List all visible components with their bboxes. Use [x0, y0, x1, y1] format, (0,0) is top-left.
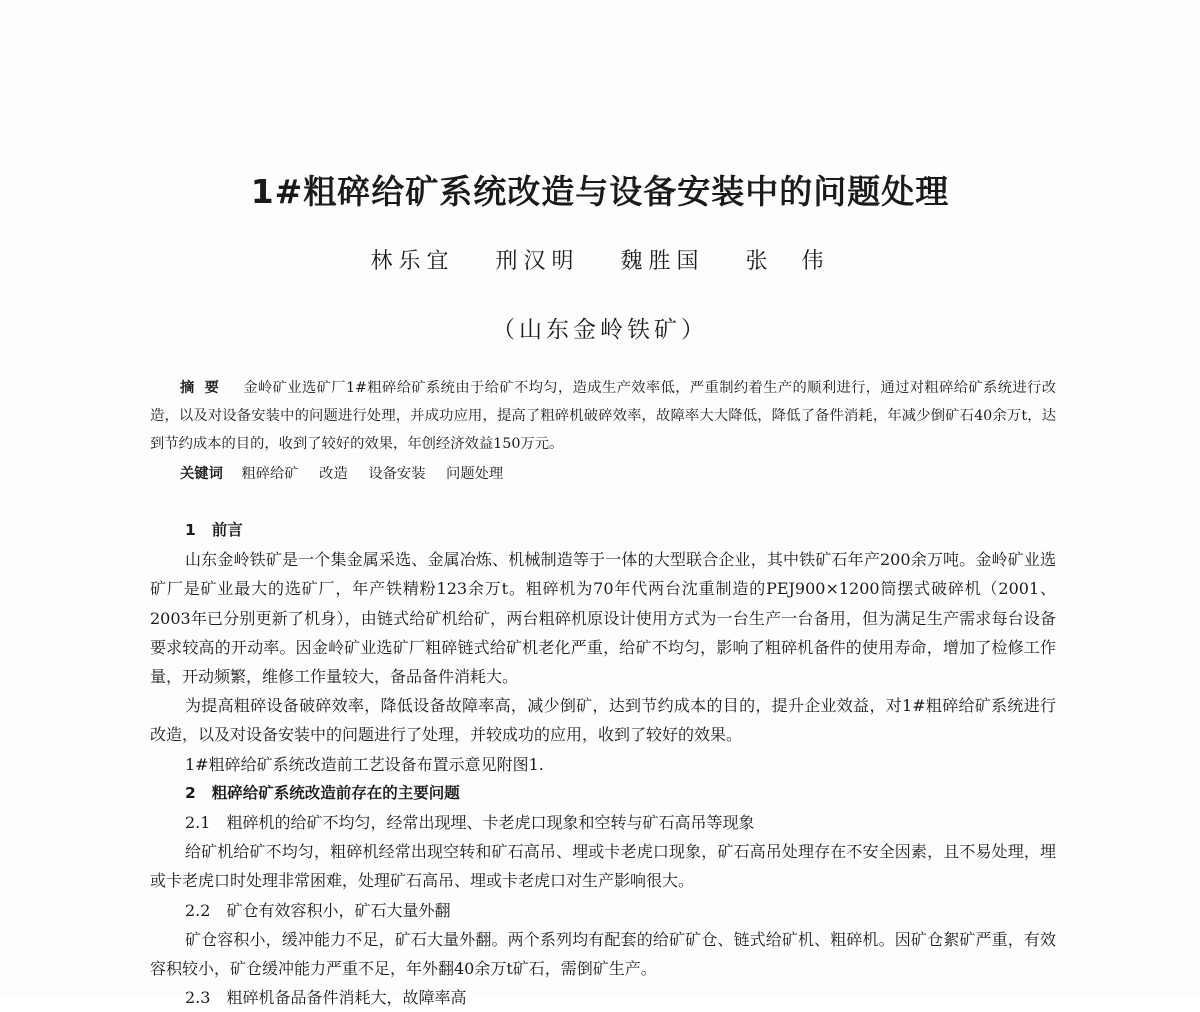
paragraph: 1#粗碎给矿系统改造前工艺设备布置示意见附图1.	[185, 754, 544, 774]
paragraph: 矿仓容积小，缓冲能力不足，矿石大量外翻。两个系列均有配套的给矿矿仓、链式给矿机、粗碎机。因矿仓絮矿严重，有效容积较小，矿仓缓冲能力严重不足，年外翻40余万t矿石，需倒矿生产。	[150, 929, 1056, 979]
author-name: 林乐宜	[370, 249, 455, 274]
keyword: 粗碎给矿	[241, 466, 299, 482]
keyword: 改造	[319, 466, 348, 482]
keyword: 问题处理	[446, 466, 504, 482]
subsection-heading: 2.1 粗碎机的给矿不均匀，经常出现埋、卡老虎口现象和空转与矿石高吊等现象	[185, 813, 755, 833]
abstract-text: 金岭矿业选矿厂1#粗碎给矿系统由于给矿不均匀，造成生产效率低，严重制约着生产的顺利进行，通过对粗碎给矿系统进行改造，以及对设备安装中的问题进行处理，并成功应用，提高了粗碎机破碎效率，故障率大大降低，降低了备件消耗，年减少倒矿石40余万t，达到节约成本的目的，收到了较好的效果，年创经济效益150万元。	[150, 380, 1057, 452]
keywords-label: 关键词	[180, 466, 223, 482]
paragraph: 为提高粗碎设备破碎效率，降低设备故障率高，减少倒矿，达到节约成本的目的，提升企业效益，对1#粗碎给矿系统进行改造，以及对设备安装中的问题进行了处理，并较成功的应用，收到了较好的效果。	[150, 696, 1056, 745]
body-text	[150, 516, 1056, 1012]
author-list	[0, 244, 1200, 275]
author-name: 张 伟	[745, 249, 830, 274]
author-name: 魏胜国	[620, 249, 705, 274]
section-heading: 2 粗碎给矿系统改造前存在的主要问题	[185, 783, 460, 802]
section-heading: 1 前言	[185, 521, 243, 539]
author-name: 刑汉明	[495, 249, 580, 274]
affiliation: （山东金岭铁矿）	[492, 317, 708, 343]
paragraph: 山东金岭铁矿是一个集金属采选、金属冶炼、机械制造等于一体的大型联合企业，其中铁矿石年产200余万吨。金岭矿业选矿厂是矿业最大的选矿厂，年产铁精粉123余万t。粗碎机为70年代两台沈重制造的PEJ900×1200筒摆式破碎机（2001、2003年已分别更新了机身），由链式给矿机给矿，两台粗碎机原设计使用方式为一台生产一台备用，但为满足生产需求每台设备要求较高的开动率。因金岭矿业选矿厂粗碎链式给矿机老化严重，给矿不均匀，影响了粗碎机备件的使用寿命，增加了检修工作量，开动频繁，维修工作量较大，备品备件消耗大。	[150, 550, 1056, 687]
paragraph: 给矿机给矿不均匀，粗碎机经常出现空转和矿石高吊、埋或卡老虎口现象，矿石高吊处理存在不安全因素，且不易处理，埋或卡老虎口时处理非常困难，处理矿石高吊、埋或卡老虎口对生产影响很大。	[150, 842, 1056, 891]
keyword: 设备安装	[368, 466, 426, 482]
abstract	[150, 374, 1056, 458]
abstract-label: 摘要	[180, 380, 230, 396]
paper-title: 1#粗碎给矿系统改造与设备安装中的问题处理	[250, 172, 950, 211]
subsection-heading: 2.3 粗碎机备品备件消耗大，故障率高	[185, 988, 467, 1008]
keywords	[150, 460, 1056, 488]
subsection-heading: 2.2 矿仓有效容积小，矿石大量外翻	[185, 900, 451, 920]
